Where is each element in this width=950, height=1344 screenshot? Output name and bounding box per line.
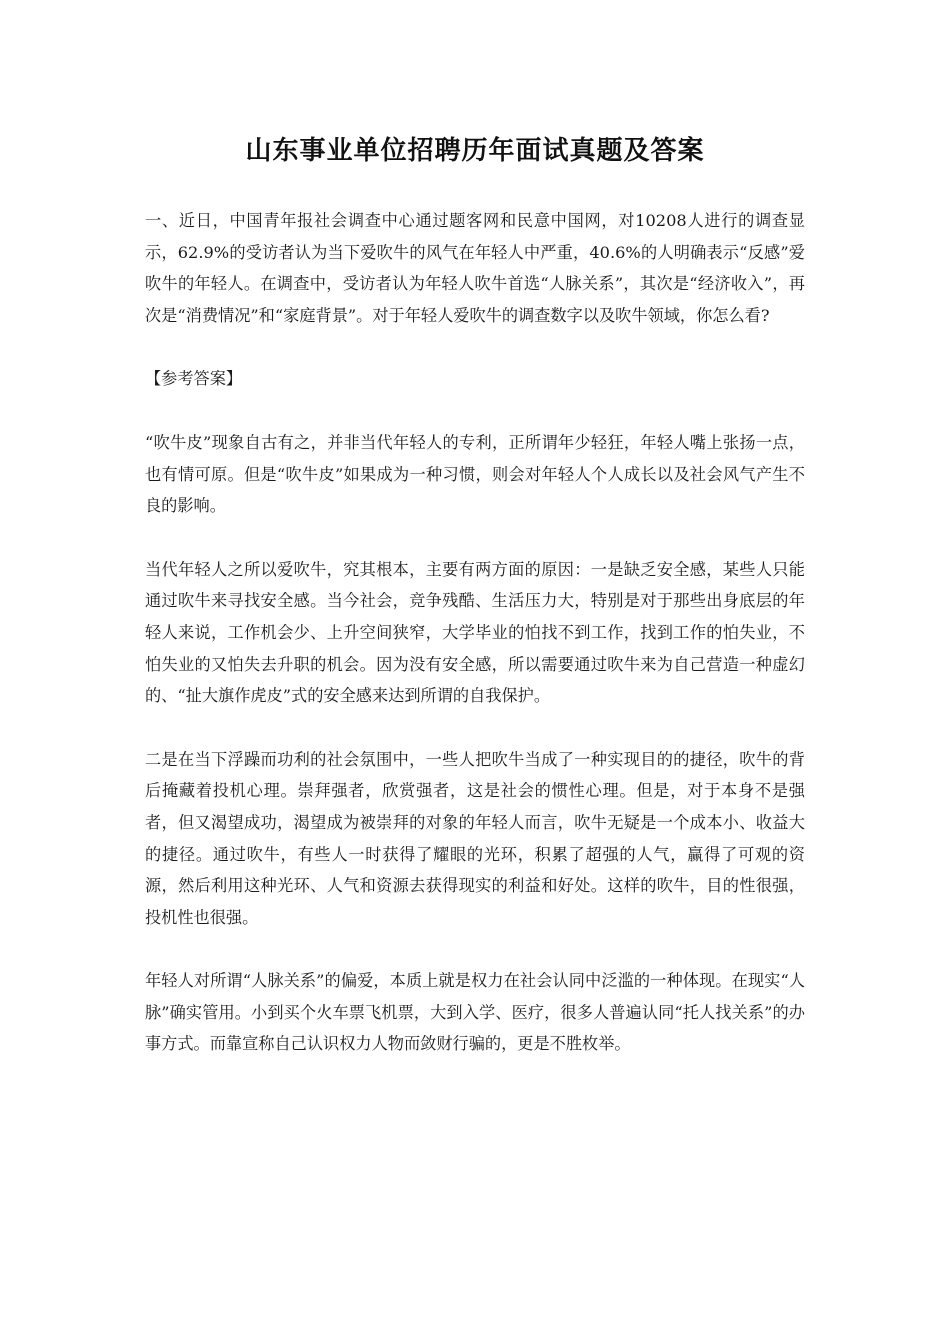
answer-paragraph-reason-two: 二是在当下浮躁而功利的社会氛围中，一些人把吹牛当成了一种实现目的的捷径，吹牛的背后掩藏着投机心理。崇拜强者，欣赏强者，这是社会的惯性心理。但是，对于本身不是强者，但又渴望成功，渴望成为被崇拜的对象的年轻人而言，吹牛无疑是一个成本小、收益大的捷径。通过吹牛，有些人一时获得了耀眼的光环，积累了超强的人气，赢得了可观的资源，然后利用这种光环、人气和资源去获得现实的利益和好处。这样的吹牛，目的性很强，投机性也很强。 bbox=[145, 749, 805, 927]
answer-paragraph-intro: “吹牛皮”现象自古有之，并非当代年轻人的专利，正所谓年少轻狂，年轻人嘴上张扬一点，也有情可原。但是“吹牛皮”如果成为一种习惯，则会对年轻人个人成长以及社会风气产生不良的影响。 bbox=[145, 432, 805, 516]
question-paragraph: 一、近日，中国青年报社会调查中心通过题客网和民意中国网，对10208人进行的调查显示，62.9%的受访者认为当下爱吹牛的风气在年轻人中严重，40.6%的人明确表示“反感”爱吹牛的年轻人。在调查中，受访者认为年轻人吹牛首选“人脉关系”，其次是“经济收入”，再次是“消费情况”和“家庭背景”。对于年轻人爱吹牛的调查数字以及吹牛领域，你怎么看? bbox=[145, 211, 805, 325]
document-title: 山东事业单位招聘历年面试真题及答案 bbox=[245, 136, 705, 166]
answer-paragraph-connections: 年轻人对所谓“人脉关系”的偏爱，本质上就是权力在社会认同中泛滥的一种体现。在现实“人脉”确实管用。小到买个火车票飞机票，大到入学、医疗，很多人普遍认同“托人找关系”的办事方式。而靠宣称自己认识权力人物而敛财行骗的，更是不胜枚举。 bbox=[145, 971, 805, 1054]
document-body bbox=[145, 205, 805, 1092]
reference-answer-heading: 【参考答案】 bbox=[145, 369, 243, 389]
answer-paragraph-reason-one: 当代年轻人之所以爱吹牛，究其根本，主要有两方面的原因：一是缺乏安全感，某些人只能通过吹牛来寻找安全感。当今社会，竞争残酷、生活压力大，特别是对于那些出身底层的年轻人来说，工作机会少、上升空间狭窄，大学毕业的怕找不到工作，找到工作的怕失业，不怕失业的又怕失去升职的机会。因为没有安全感，所以需要通过吹牛来为自己营造一种虚幻的、“扯大旗作虎皮”式的安全感来达到所谓的自我保护。 bbox=[145, 559, 805, 706]
